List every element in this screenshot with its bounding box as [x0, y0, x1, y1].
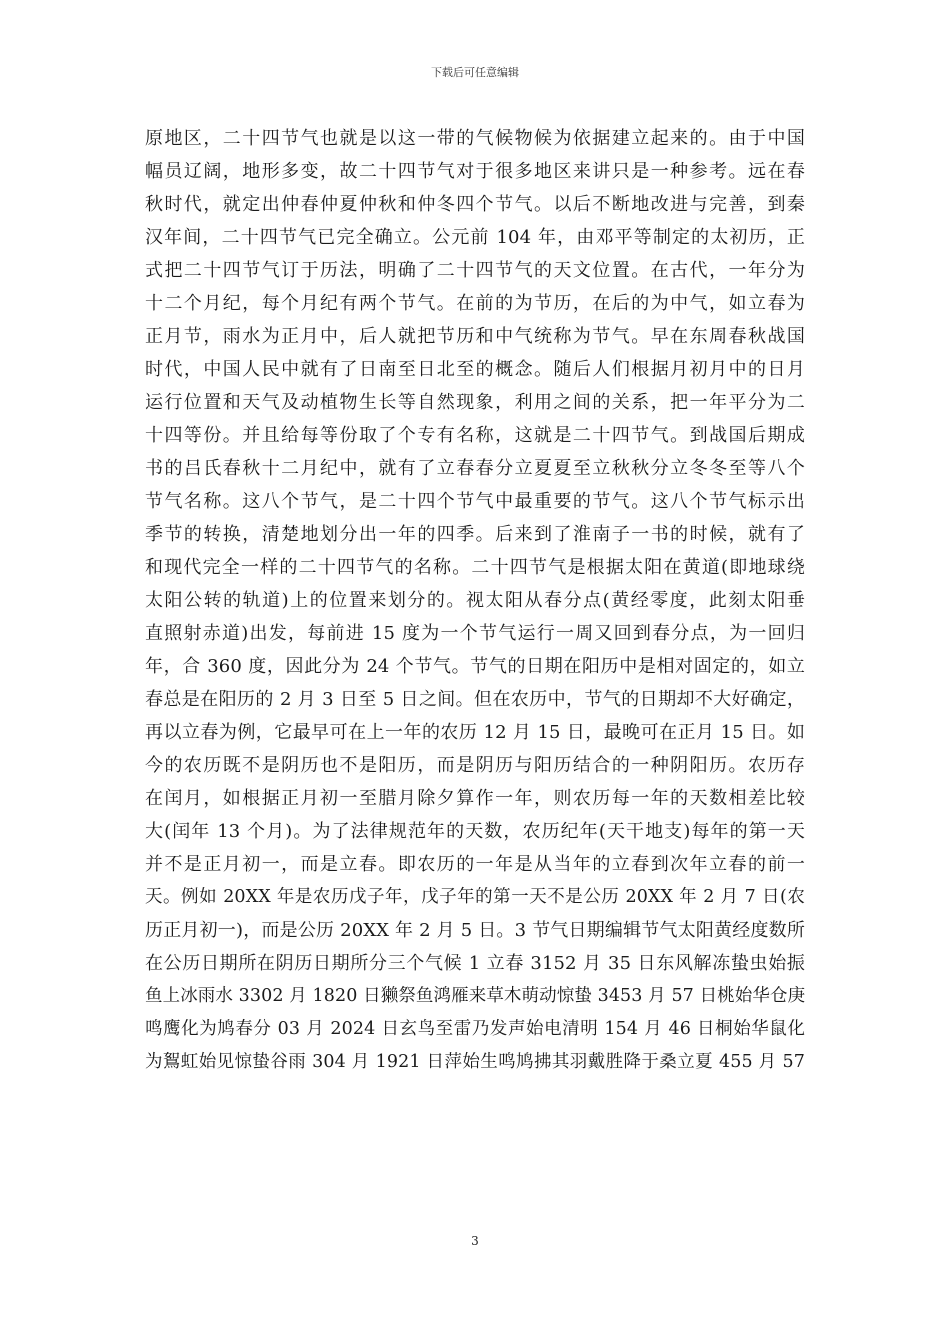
text-line: 再以立春为例，它最早可在上一年的农历 12 月 15 日，最晚可在正月 15 日。如	[145, 722, 805, 743]
text-line: 春总是在阳历的 2 月 3 日至 5 日之间。但在农历中，节气的日期却不大好确定，	[145, 689, 805, 710]
header-text: 下载后可任意编辑	[431, 66, 519, 79]
text-line: 大(闰年 13 个月)。为了法律规范年的天数，农历纪年(天干地支)每年的第一天	[145, 821, 805, 842]
text-line: 原地区，二十四节气也就是以这一带的气候物候为依据建立起来的。由于中国	[145, 128, 805, 149]
text-line: 秋时代，就定出仲春仲夏仲秋和仲冬四个节气。以后不断地改进与完善，到秦	[145, 194, 805, 215]
text-line: 鸣鹰化为鸠春分 03 月 2024 日玄鸟至雷乃发声始电清明 154 月 46 日桐始华鼠化	[145, 1019, 805, 1039]
text-line: 并不是正月初一，而是立春。即农历的一年是从当年的立春到次年立春的前一	[145, 854, 805, 875]
text-line: 书的吕氏春秋十二月纪中，就有了立春春分立夏夏至立秋秋分立冬冬至等八个	[145, 458, 805, 479]
page-number: 3	[471, 1234, 479, 1248]
text-line: 十二个月纪，每个月纪有两个节气。在前的为节历，在后的为中气，如立春为	[145, 293, 805, 314]
text-line: 在公历日期所在阴历日期所分三个气候 1 立春 3152 月 35 日东风解冻蛰虫始振	[145, 953, 805, 974]
text-line: 节气名称。这八个节气，是二十四个节气中最重要的节气。这八个节气标示出	[145, 491, 805, 512]
text-line: 太阳公转的轨道)上的位置来划分的。视太阳从春分点(黄经零度，此刻太阳垂	[145, 590, 805, 611]
text-line: 为鴽虹始见惊蛰谷雨 304 月 1921 日萍始生鸣鸠拂其羽戴胜降于桑立夏 455 月 57	[145, 1052, 805, 1072]
text-line: 十四等份。并且给每等份取了个专有名称，这就是二十四节气。到战国后期成	[145, 425, 805, 446]
text-line: 正月节，雨水为正月中，后人就把节历和中气统称为节气。早在东周春秋战国	[145, 326, 805, 347]
page-header	[0, 66, 950, 80]
text-line: 时代，中国人民中就有了日南至日北至的概念。随后人们根据月初月中的日月	[145, 359, 805, 380]
text-line: 在闰月，如根据正月初一至腊月除夕算作一年，则农历每一年的天数相差比较	[145, 788, 805, 809]
text-line: 天。例如 20XX 年是农历戊子年，戊子年的第一天不是公历 20XX 年 2 月 7 日(农	[145, 887, 805, 907]
text-line: 幅员辽阔，地形多变，故二十四节气对于很多地区来讲只是一种参考。远在春	[145, 161, 805, 182]
page-footer	[0, 1233, 950, 1249]
body-text	[145, 122, 805, 1079]
text-line: 鱼上冰雨水 3302 月 1820 日獭祭鱼鸿雁来草木萌动惊蛰 3453 月 57 日桃始华仓庚	[145, 986, 806, 1006]
text-line: 今的农历既不是阴历也不是阳历，而是阴历与阳历结合的一种阴阳历。农历存	[145, 755, 805, 776]
text-line: 运行位置和天气及动植物生长等自然现象，利用之间的关系，把一年平分为二	[145, 392, 805, 413]
text-line: 季节的转换，清楚地划分出一年的四季。后来到了淮南子一书的时候，就有了	[145, 524, 805, 545]
text-line: 年，合 360 度，因此分为 24 个节气。节气的日期在阳历中是相对固定的，如立	[145, 656, 805, 677]
text-line: 和现代完全一样的二十四节气的名称。二十四节气是根据太阳在黄道(即地球绕	[145, 557, 805, 578]
text-line: 直照射赤道)出发，每前进 15 度为一个节气运行一周又回到春分点，为一回归	[145, 623, 805, 644]
text-line: 式把二十四节气订于历法，明确了二十四节气的天文位置。在古代，一年分为	[145, 260, 805, 281]
text-line: 历正月初一)，而是公历 20XX 年 2 月 5 日。3 节气日期编辑节气太阳黄经度数所	[145, 920, 805, 941]
text-line: 汉年间，二十四节气已完全确立。公元前 104 年，由邓平等制定的太初历，正	[145, 227, 805, 248]
